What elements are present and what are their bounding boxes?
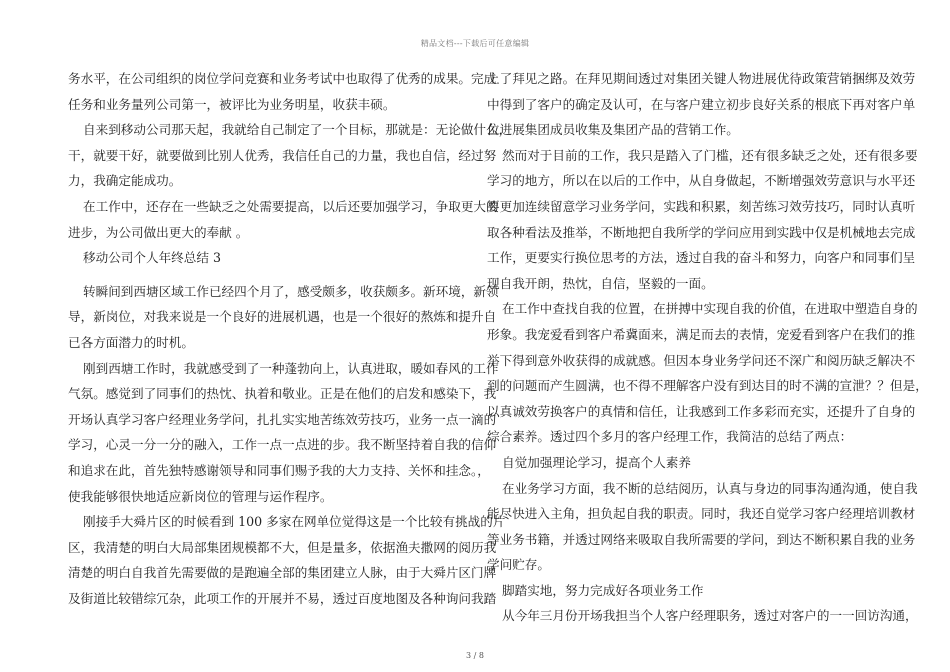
text-line: 开场认真学习客户经理业务学问，扎扎实实地苦练效劳技巧，业务一点一滴的 — [68, 411, 497, 427]
text-line: 自来到移动公司那天起，我就给自己制定了一个目标，那就是：无论做什么， — [83, 122, 512, 138]
text-line: 等业务书籍，并透过网络来吸取自我所需要的学问，到达不断积累自我的业务 — [487, 531, 916, 547]
text-line: 学习，心灵一分一分的融入，工作一点一点进的步。我不断坚持着自我的信仰 — [68, 437, 497, 453]
text-line: 工作，更要实行换位思考的方法，透过自我的奋斗和努力，向客户和同事们呈 — [487, 250, 916, 266]
text-line: 然而对于目前的工作，我只是踏入了门槛，还有很多缺乏之处，还有很多要 — [502, 147, 918, 163]
text-line: 务水平，在公司组织的岗位学问竞赛和业务考试中也取得了优秀的成果。完成 — [68, 71, 497, 86]
text-line: 举下得到意外收获得的成就感。但因本身业务学问还不深广和阅历缺乏解决不 — [487, 352, 916, 368]
text-line: 形象。我宠爱看到客户希冀面来，满足而去的表情，宠爱看到客户在我们的推 — [487, 326, 916, 342]
subheading: 自觉加强理论学习，提高个人素养 — [502, 454, 691, 470]
text-line: 使我能够很快地适应新岗位的管理与运作程序。 — [68, 488, 333, 504]
text-line: 以真诚效劳换客户的真情和信任，让我感到工作多彩而充实，还提升了自身的 — [487, 403, 916, 419]
text-line: 现自我开朗，热忱，自信，坚毅的一面。 — [487, 275, 714, 291]
right-column — [487, 66, 928, 629]
text-line: 中得到了客户的确定及认可，在与客户建立初步良好关系的根底下再对客户单 — [487, 96, 916, 112]
text-line: 位进展集团成员收集及集团产品的营销工作。 — [487, 122, 739, 138]
text-line: 导，新岗位，对我来说是一个良好的进展机遇，也是一个很好的熬炼和提升自 — [68, 309, 497, 325]
page-header: 精品文档---下载后可任意编辑 — [420, 39, 530, 48]
text-line: 到的问题而产生圆满，也不得不理解客户没有到达目的时不满的宣泄？？但是， — [487, 378, 928, 394]
text-line: 力，我确定能成功。 — [68, 173, 182, 189]
subheading: 脚踏实地，努力完成好各项业务工作 — [502, 582, 704, 598]
text-line: 干，就要干好，就要做到比别人优秀，我信任自己的力量，我也自信，经过努 — [68, 147, 497, 163]
section-heading: 移动公司个人年终总结 3 — [83, 250, 221, 266]
text-line: 从今年三月份开场我担当个人客户经理职务，透过对客户的一一回访沟通， — [502, 608, 918, 624]
text-line: 清楚的明白自我首先需要做的是跑遍全部的集团建立人脉，由于大舜片区门牌 — [68, 565, 497, 581]
text-line: 上了拜见之路。在拜见期间透过对集团关键人物进展优待政策营销捆绑及效劳 — [487, 71, 916, 86]
text-line: 学问贮存。 — [487, 557, 550, 573]
text-line: 取各种看法及推举，不断地把自我所学的学问应用到实践中仅是机械地去完成 — [487, 224, 916, 240]
text-line: 学习的地方，所以在以后的工作中，从自身做起，不断增强效劳意识与水平还 — [487, 173, 916, 189]
text-line: 已各方面潜力的时机。 — [68, 334, 194, 350]
text-line: 在工作中查找自我的位置，在拼搏中实现自我的价值，在进取中塑造自身的 — [502, 301, 918, 317]
text-line: 能尽快进入主角，担负起自我的职责。同时，我还自觉学习客户经理培训教材 — [487, 506, 916, 522]
text-line: 刚到西塘工作时，我就感受到了一种蓬勃向上，认真进取，暖如春风的工作 — [83, 360, 499, 376]
text-line: 要更加连续留意学习业务学问，实践和积累，刻苦练习效劳技巧，同时认真听 — [487, 198, 916, 214]
text-line: 在工作中，还存在一些缺乏之处需要提高，以后还要加强学习，争取更大的 — [83, 198, 499, 214]
text-line: 刚接手大舜片区的时候看到 100 多家在网单位觉得这是一个比较有挑战的片 — [83, 514, 506, 530]
text-line: 任务和业务量列公司第一，被评比为业务明星，收获丰硕。 — [68, 96, 396, 112]
text-line: 和追求在此，首先独特感谢领导和同事们赐予我的大力支持、关怀和挂念。， — [68, 462, 490, 478]
left-column — [68, 66, 512, 611]
text-line: 及街道比较错综冗杂，此项工作的开展并不易，透过百度地图及各种询问我踏 — [68, 590, 497, 606]
text-line: 区，我清楚的明白大局部集团规模都不大，但是量多，依据渔夫撒网的阅历我 — [68, 539, 497, 555]
text-line: 转瞬间到西塘区域工作已经四个月了，感受颇多，收获颇多。新环境，新领 — [83, 283, 499, 299]
page-number: 3 / 8 — [466, 651, 484, 660]
text-line: 气氛。感觉到了同事们的热忱、执着和敬业。正是在他们的启发和感染下，我 — [68, 386, 497, 402]
text-line: 在业务学习方面，我不断的总结阅历，认真与身边的同事沟通沟通，使自我 — [502, 480, 918, 496]
text-line: 进步，为公司做出更大的奉献 。 — [68, 224, 249, 240]
text-line: 综合素养。透过四个多月的客户经理工作，我简洁的总结了两点： — [487, 429, 853, 445]
